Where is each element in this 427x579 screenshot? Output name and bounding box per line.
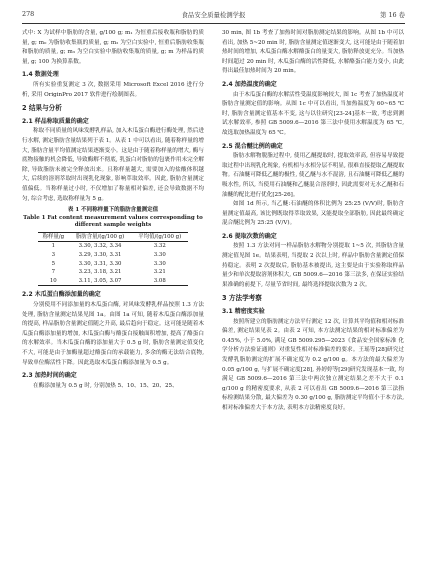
table-cell: 3.08: [132, 277, 188, 286]
table-cell: 10: [38, 277, 69, 286]
table-cell: 3.30, 3.31, 3.30: [78, 260, 122, 267]
table-cell: 3.32: [153, 243, 166, 250]
table-row: [38, 251, 188, 260]
table-cell: 3.30: [153, 260, 166, 267]
formula-explanation: 式中: X 为试样中脂肪的含量, g/100 g; m₁ 为恒重后接收瓶和脂肪的质量, g; m₀ 为脂肪收集瓶的质量, g; m₂ 为空白实验中, 恒重后脂肪收集瓶和脂肪的质量, g; m₃ 为空白实验中脂肪收集瓶的质量, g; m 为样品的质量, g; 100 为换算系数。: [22, 30, 204, 65]
section-heading-3: 3 方法学考察: [222, 294, 262, 303]
paragraph-ether-ratio-2: 如图 1d 所示, 当乙醚:石油醚的体积比例为 25:25 (V/V)时, 脂肪含量测定值最高, 该比例既取得萃取效果, 又能提取全部脂肪, 因此最终确定混合醚比例为 25:25 (V/V)。: [222, 201, 404, 227]
right-column: [222, 29, 404, 414]
running-header: [22, 10, 405, 22]
paragraph-extraction-times: 按照 1.3 方法对同一样品脂肪水解物分别提取 1~5 次, 其脂肪含量测定值见图 1e。结果表明, 当提取 2 次以上时, 样品中脂肪含量测定值保持稳定。表明 2 次提取后, 脂肪基本被提出, 这主要是由于实验称取样品量少和单次提取溶剂体积大, GB 5009.6—2016 第三法多, 在保证实验结果准确的前提下, 尽量节省时间, 最终选择提取次数为 2 次。: [222, 243, 404, 288]
paragraph-heating-time: 在酶添加量为 0.5 g 时, 分别加热 5、10、15、20、25、: [33, 382, 178, 389]
table-row: [38, 242, 188, 251]
header-rule: [22, 23, 405, 24]
section-heading-2-2: 2.2 木瓜蛋白酶添加量的确定: [22, 291, 101, 299]
paragraph-sample-weight: 称取不同质量的风味发酵乳样品, 加入木瓜蛋白酶进行酶处理, 然后进行水解, 测定脂肪含量结果列于表 1。从表 1 中可以看出, 随着称样量的增大, 脂肪含量平均值测定结果逐渐变小。这是由于随着称样量的增大, 酶与底物接触的机会降低, 导致酶解不彻底, 乳蛋白对脂肪的包裹作用未完全解除, 导致脂肪未被完全释放出来。且称样量越大, 需要加入的盐酸体积越大, 后续的溶剂萃取时出现乳化现象, 影响萃取效率。因此, 脂肪含量测定值偏低。当称样量过小时, 不仅增加了称量相对偏差, 还会导致数据不均匀, 综合考虑, 选取称样量为 5 g。: [22, 128, 204, 202]
table-cell: 5: [51, 260, 56, 267]
section-heading-2: 2 结果与分析: [22, 104, 62, 113]
table-cell: 7: [51, 269, 56, 276]
left-column: [22, 29, 204, 391]
section-heading-3-1: 3.1 精密度实验: [222, 308, 265, 316]
table-header-cell: 平均值/(g/100 g): [132, 232, 188, 242]
volume-label: 第 16 卷: [380, 11, 405, 19]
table-caption-en-line1: Table 1 Fat content measurement values corresponding to: [23, 214, 203, 221]
section-heading-2-3: 2.3 加热时间的确定: [22, 372, 77, 380]
table-header-cell: 脂肪含量/(g/100 g): [69, 232, 132, 242]
paragraph-data-processing: 所有实验重复测定 3 次, 数据采用 Microsoft Excel 2016 进行分析, 采用 OriginPro 2017 软件进行绘制图表。: [22, 81, 204, 98]
table-caption: [22, 207, 204, 230]
table-cell: 3.21: [153, 269, 166, 276]
paragraph-precision: 按照所建立的脂肪测定方法平行测定 12 次, 计算其平均值和相对标准偏差, 测定结果见表 2。由表 2 可知, 本方法测定结果的相对标准偏差为 0.45%, 小于 5.0%, 满足 GB 5009.295—2023《食品安全国家标准 化学分析方法验证通则》对重复性相对标准偏差的要求。王瑶等[28]研究过发酵乳脂肪测定的扩展不确定度为 0.2 g/100 g。本方法的最大偏差为 0.05 g/100 g, 与扩展不确定度[28], 孙婷婷等[29]研究发现基本一致, 均满足 GB 5009.6—2016 第三法中两次独立测定结果之差不大于 0.1 g/100 g 的精密度要求, 从表 2 可以看出 GB 5009.6—2016 第三法指标检测结果分散, 最大偏差为 0.30 g/100 g, 脂肪测定平均值小于本方法, 相对标准偏差大于本方法, 表明本方法精密度良好。: [222, 318, 404, 411]
page-number: 278: [22, 10, 35, 18]
table-cell: 1: [51, 243, 56, 250]
section-heading-2-1: 2.1 样品称取质量的确定: [22, 117, 89, 125]
table-cell: 3.30: [153, 252, 166, 259]
table-cell: 3.29, 3.30, 3.31: [78, 252, 122, 259]
table-caption-cn: 表 1 不同称样量下的脂肪含量测定值: [67, 207, 159, 214]
table-row: [38, 277, 188, 286]
table-header-cell: 称样量/g: [38, 232, 69, 242]
table-cell: 3: [51, 252, 56, 259]
table-cell: 3.30, 3.32, 3.34: [78, 243, 122, 250]
section-heading-1-4: 1.4 数据处理: [22, 71, 59, 79]
journal-name: 食品安全质量检测学报: [181, 11, 246, 19]
table-cell: 3.23, 3.18, 3.21: [78, 269, 122, 276]
table-cell: 3.11, 3.05, 3.07: [69, 277, 132, 286]
fat-content-table: [38, 232, 188, 287]
paragraph-heating-temperature: 由于木瓜蛋白酶的水解活性受温度影响较大, 图 1c 考查了加热温度对脂肪含量测定值的影响。从图 1c 中可以看出, 当加热温度为 60~65 ℃时, 脂肪含量测定值基本不变, 这与以往研究[23-24]基本一致, 考虑到测试水解效率, 参照 GB 5009.6—2016 第三法中使用水解温度为 65 ℃, 故选取加热温度为 65 ℃。: [222, 91, 404, 136]
paragraph-enzyme-amount: 分别使用不同添加量的木瓜蛋白酶, 对风味发酵乳样品按照 1.3 方法处理, 脂肪含量测定结果见图 1a。由图 1a 可知, 随着木瓜蛋白酶添加量的提高, 样品脂肪含量测定值随之升高, 最后趋向于稳定。这可能是随着木瓜蛋白酶添加量的增加, 木瓜蛋白酶与酪蛋白接触面积增加, 提高了酪蛋白的水解效率。当木瓜蛋白酶的添加量大于 0.5 g 时, 脂肪含量测定值变化不大, 可能是由于加酶量超过酪蛋白的承载能力, 多余的酶无法结合底物, 导致单位酶活性下降。因此选取木瓜蛋白酶添加量为 0.5 g。: [22, 302, 204, 366]
table-header-row: [38, 232, 188, 242]
section-heading-2-4: 2.4 加热温度的确定: [222, 80, 277, 88]
section-heading-2-5: 2.5 混合醚比例的确定: [222, 142, 283, 150]
paragraph-heating-time-cont: 30 min, 图 1b 考查了加热时间对脂肪测定结果的影响。从图 1b 中可以看出, 加热 5~20 min 时, 脂肪含量测定值逐渐变大, 这可能是由于随着加热时间的增加, 木瓜蛋白酶水解酪蛋白的量变大, 脂肪释放更充分。当加热时间超过 20 min 时, 木瓜蛋白酶的活性降低, 水解酪蛋白能力变小, 由此得出最佳加热时间为 20 min。: [222, 30, 404, 75]
table-caption-en-line2: different sample weights: [74, 222, 152, 229]
table-row: [38, 260, 188, 269]
paragraph-ether-ratio-1: 脂肪水解物脱脂过程中, 使用乙醚提取时, 提取效率高, 但容易导致提取过程中出现乳化现象, 有机相与水相分层不明显, 很难直接提取乙醚提取物。石油醚可降低乙醚的极性, 使乙醚与水不混溶, 且石油醚可降低乙醚的吸水性, 所以, 当使用石油醚和乙醚混合溶剂时, 因此需要对无水乙醚和石油醚的配比进行优化[25-26]。: [222, 153, 404, 198]
table-row: [38, 268, 188, 277]
section-heading-2-6: 2.6 提取次数的确定: [222, 232, 277, 240]
